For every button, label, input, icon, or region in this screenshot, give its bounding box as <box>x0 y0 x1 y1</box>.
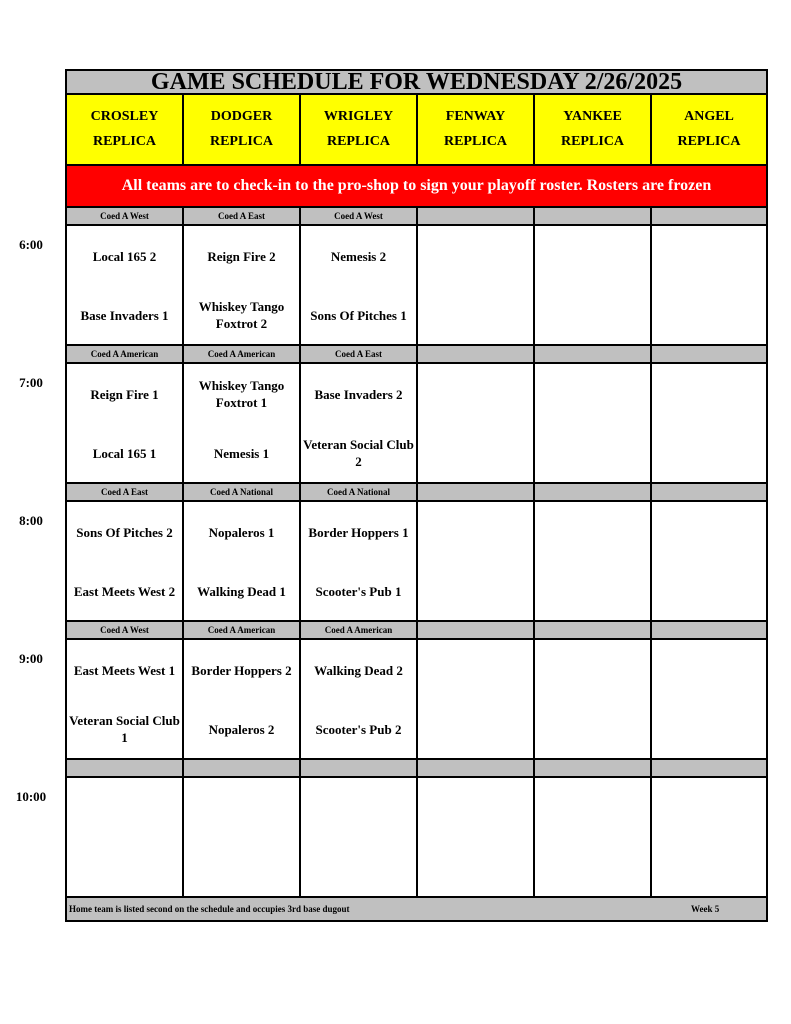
division-label <box>652 760 766 776</box>
home-team <box>537 286 648 344</box>
away-team <box>420 226 531 286</box>
game-cell <box>652 226 766 344</box>
field-name: DODGER <box>210 109 273 124</box>
home-team <box>537 838 648 896</box>
division-label <box>418 622 533 638</box>
field-name: WRIGLEY <box>323 109 394 124</box>
game-cell <box>184 226 299 344</box>
home-team: Veteran Social Club 2 <box>303 437 414 469</box>
time-label: 9:00 <box>19 651 43 666</box>
time-label: 6:00 <box>19 237 43 252</box>
home-team: Veteran Social Club 1 <box>69 713 180 745</box>
away-team: Border Hoppers 1 <box>308 524 409 540</box>
away-team <box>420 778 531 838</box>
page-title: GAME SCHEDULE FOR WEDNESDAY 2/26/2025 <box>67 71 766 93</box>
week-label: Week 5 <box>691 904 720 914</box>
division-label <box>418 760 533 776</box>
away-team: East Meets West 1 <box>73 662 176 678</box>
away-team: Nopaleros 1 <box>208 524 275 540</box>
division-label: Coed A East <box>301 346 416 362</box>
field-header <box>301 95 416 164</box>
field-subtitle: REPLICA <box>677 134 741 149</box>
game-cell <box>301 502 416 620</box>
away-team: Sons Of Pitches 2 <box>76 524 173 540</box>
game-cell <box>67 364 182 482</box>
away-team: Base Invaders 2 <box>314 386 403 402</box>
home-team <box>303 838 414 896</box>
home-team <box>186 838 297 896</box>
division-label: Coed A National <box>301 484 416 500</box>
division-label: Coed A East <box>67 484 182 500</box>
away-team <box>420 502 531 562</box>
game-cell <box>184 778 299 896</box>
game-cell <box>184 502 299 620</box>
home-team <box>420 286 531 344</box>
footer-note: Home team is listed second on the schedule and occupies 3rd base dugout <box>69 904 350 914</box>
field-subtitle: REPLICA <box>560 134 624 149</box>
away-team <box>537 364 648 424</box>
away-team: Local 165 2 <box>92 248 157 264</box>
away-team <box>69 778 180 838</box>
field-header <box>67 95 182 164</box>
game-schedule-table <box>65 69 768 922</box>
away-team: Reign Fire 2 <box>207 248 276 264</box>
game-cell <box>652 364 766 482</box>
home-team: East Meets West 2 <box>73 583 176 599</box>
home-team <box>537 562 648 620</box>
game-cell <box>67 640 182 758</box>
division-label: Coed A American <box>301 622 416 638</box>
home-team: Nopaleros 2 <box>208 721 275 737</box>
home-team: Local 165 1 <box>92 445 157 461</box>
home-team: Base Invaders 1 <box>80 307 169 323</box>
home-team: Whiskey Tango Foxtrot 2 <box>198 299 285 331</box>
time-label: 7:00 <box>19 375 43 390</box>
division-label: Coed A West <box>67 622 182 638</box>
away-team <box>537 778 648 838</box>
home-team <box>420 838 531 896</box>
game-cell <box>67 226 182 344</box>
away-team <box>654 778 764 838</box>
away-team <box>654 226 764 286</box>
division-label: Coed A National <box>184 484 299 500</box>
field-subtitle: REPLICA <box>92 134 156 149</box>
division-label <box>652 484 766 500</box>
division-label <box>652 208 766 224</box>
division-label <box>418 208 533 224</box>
footer-bar <box>67 898 766 920</box>
game-cell <box>67 778 182 896</box>
game-cell <box>418 226 533 344</box>
home-team <box>654 562 764 620</box>
game-cell <box>535 226 650 344</box>
game-cell <box>301 778 416 896</box>
home-team: Scooter's Pub 2 <box>315 721 402 737</box>
division-label <box>418 346 533 362</box>
away-team: Nemesis 2 <box>330 248 387 264</box>
home-team: Walking Dead 1 <box>197 583 286 599</box>
home-team <box>420 424 531 482</box>
away-team: Walking Dead 2 <box>314 662 403 678</box>
game-cell <box>184 640 299 758</box>
division-label <box>184 760 299 776</box>
game-cell <box>301 640 416 758</box>
away-team <box>654 364 764 424</box>
game-cell <box>67 502 182 620</box>
game-cell <box>418 778 533 896</box>
division-label <box>535 484 650 500</box>
division-label <box>535 208 650 224</box>
home-team: Sons Of Pitches 1 <box>310 307 407 323</box>
away-team <box>420 640 531 700</box>
division-label: Coed A American <box>184 622 299 638</box>
division-label: Coed A American <box>184 346 299 362</box>
field-name: ANGEL <box>684 109 734 124</box>
game-cell <box>652 502 766 620</box>
away-team: Border Hoppers 2 <box>191 662 292 678</box>
game-cell <box>301 364 416 482</box>
division-label <box>418 484 533 500</box>
division-label: Coed A West <box>301 208 416 224</box>
division-label: Coed A West <box>67 208 182 224</box>
time-label: 10:00 <box>15 789 47 804</box>
field-name: CROSLEY <box>90 109 159 124</box>
game-cell <box>418 640 533 758</box>
home-team <box>537 700 648 758</box>
game-cell <box>652 640 766 758</box>
field-subtitle: REPLICA <box>326 134 390 149</box>
field-header <box>535 95 650 164</box>
game-cell <box>652 778 766 896</box>
home-team <box>420 700 531 758</box>
field-name: FENWAY <box>445 109 506 124</box>
away-team: Whiskey Tango Foxtrot 1 <box>198 378 285 410</box>
away-team <box>654 502 764 562</box>
field-header <box>184 95 299 164</box>
division-label <box>535 760 650 776</box>
division-label <box>535 622 650 638</box>
field-header <box>418 95 533 164</box>
away-team <box>303 778 414 838</box>
field-name: YANKEE <box>563 109 622 124</box>
game-cell <box>184 364 299 482</box>
home-team <box>69 838 180 896</box>
home-team <box>654 700 764 758</box>
home-team <box>654 424 764 482</box>
away-team <box>420 364 531 424</box>
game-cell <box>535 778 650 896</box>
notice-banner: All teams are to check-in to the pro-shop to sign your playoff roster. Rosters are frozen <box>67 166 766 206</box>
away-team: Reign Fire 1 <box>90 386 159 402</box>
home-team: Scooter's Pub 1 <box>315 583 402 599</box>
game-cell <box>301 226 416 344</box>
division-label <box>652 622 766 638</box>
division-label: Coed A East <box>184 208 299 224</box>
game-cell <box>418 502 533 620</box>
division-label <box>652 346 766 362</box>
home-team <box>420 562 531 620</box>
field-subtitle: REPLICA <box>443 134 507 149</box>
division-label: Coed A American <box>67 346 182 362</box>
division-label <box>301 760 416 776</box>
division-label <box>535 346 650 362</box>
field-subtitle: REPLICA <box>209 134 273 149</box>
away-team <box>537 640 648 700</box>
home-team <box>654 838 764 896</box>
home-team: Nemesis 1 <box>213 445 270 461</box>
away-team <box>654 640 764 700</box>
division-label <box>67 760 182 776</box>
time-label: 8:00 <box>19 513 43 528</box>
game-cell <box>418 364 533 482</box>
home-team <box>537 424 648 482</box>
away-team <box>537 226 648 286</box>
game-cell <box>535 364 650 482</box>
game-cell <box>535 502 650 620</box>
field-header <box>652 95 766 164</box>
game-cell <box>535 640 650 758</box>
away-team <box>537 502 648 562</box>
home-team <box>654 286 764 344</box>
away-team <box>186 778 297 838</box>
